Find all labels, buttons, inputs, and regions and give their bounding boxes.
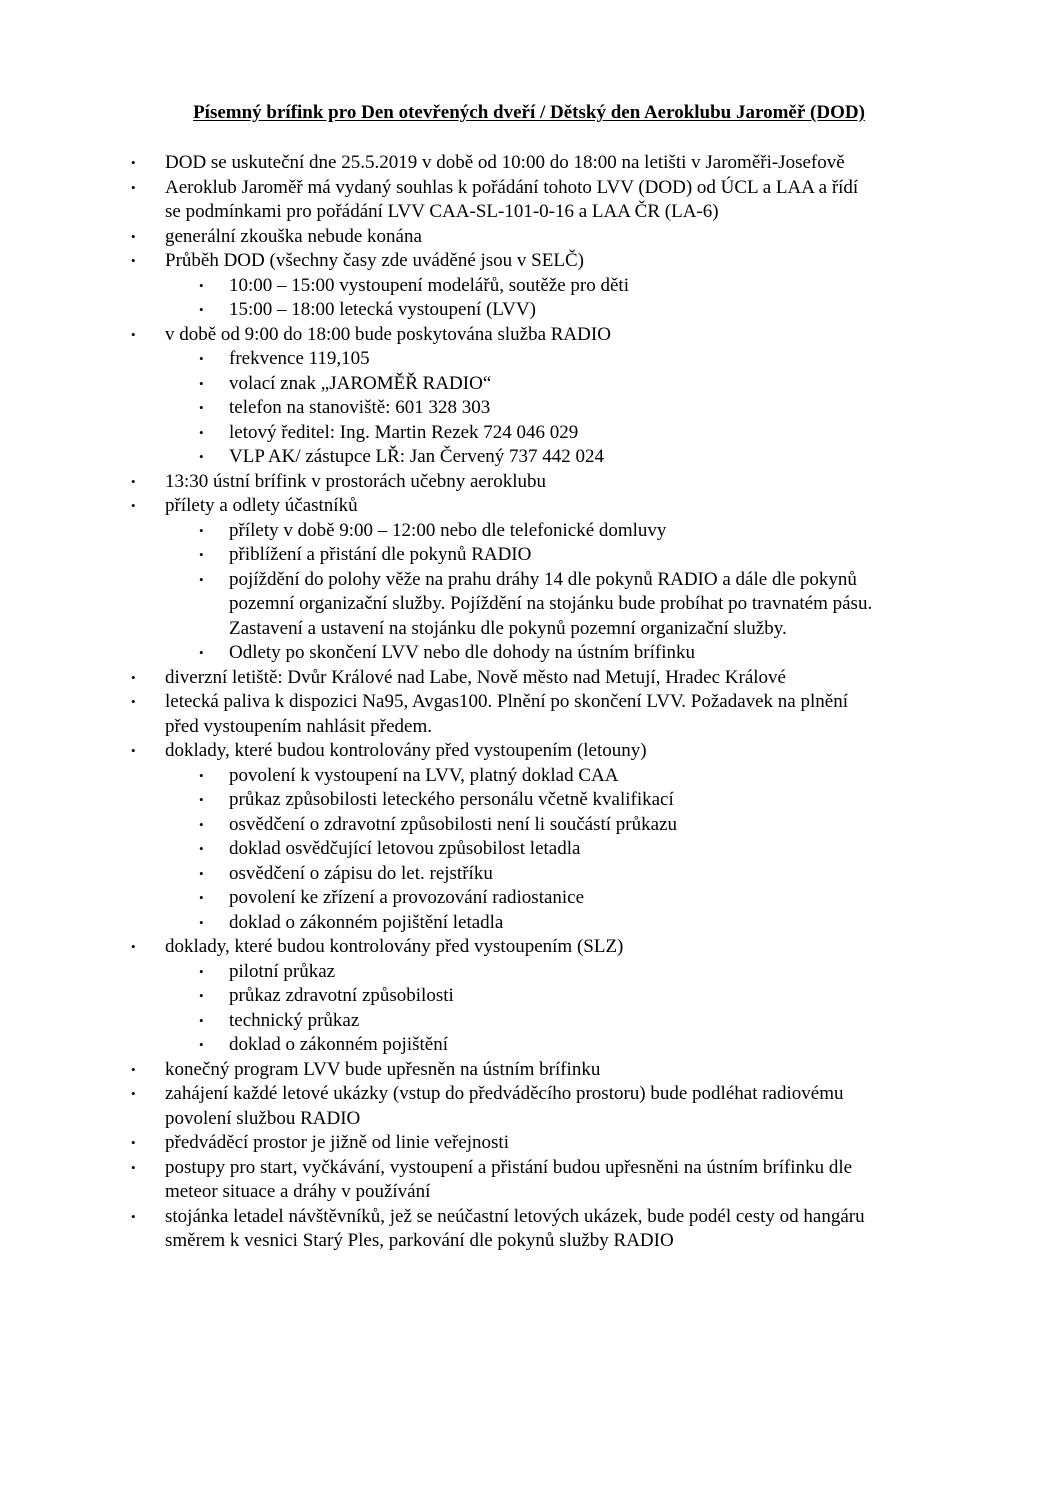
sub-list-item xyxy=(0,837,1058,862)
bullet-icon: • xyxy=(131,743,136,758)
list-item-text: přílety a odlety účastníků xyxy=(165,495,358,516)
list-item-text: povolení ke zřízení a provozování radiostanice xyxy=(229,887,585,908)
list-item-text: diverzní letiště: Dvůr Králové nad Labe, Nově město nad Metují, Hradec Králové xyxy=(165,666,786,688)
bullet-icon: • xyxy=(199,571,204,587)
bullet-icon: • xyxy=(131,939,136,954)
list-item xyxy=(0,225,1058,250)
bullet-icon: • xyxy=(199,424,204,440)
sub-list-item xyxy=(0,298,1058,323)
bullet-icon: • xyxy=(131,669,136,685)
bullet-icon: • xyxy=(199,645,204,660)
list-item-text: Odlety po skončení LVV nebo dle dohody na ústním brífinku xyxy=(229,642,695,663)
list-item-text: DOD se uskuteční dne 25.5.2019 v době od 10:00 do 18:00 na letišti v Jaroměři-Josefově xyxy=(165,152,845,173)
sub-list-item xyxy=(0,1009,1058,1034)
list-item xyxy=(0,1107,1058,1132)
briefing-list xyxy=(0,151,1058,1254)
list-item xyxy=(0,1156,1058,1181)
list-item-text: telefon na stanoviště: 601 328 303 xyxy=(229,397,491,418)
sub-list-item xyxy=(0,396,1058,421)
list-item-text: pozemní organizační služby. Pojíždění na stojánku bude probíhat po travnatém pásu. xyxy=(229,593,873,614)
list-item xyxy=(0,151,1058,176)
list-item-text: doklad o zákonném pojištění letadla xyxy=(229,911,504,933)
sub-list-item xyxy=(0,960,1058,985)
sub-list-item xyxy=(0,568,1058,593)
bullet-icon: • xyxy=(131,179,136,195)
list-item xyxy=(0,690,1058,715)
sub-list-item xyxy=(0,519,1058,544)
list-item-text: povolení k vystoupení na LVV, platný doklad CAA xyxy=(229,764,619,786)
sub-list-item xyxy=(0,886,1058,911)
list-item xyxy=(0,1180,1058,1205)
list-item-text: před vystoupením nahlásit předem. xyxy=(165,715,432,737)
bullet-icon: • xyxy=(199,988,204,1003)
list-item-text: osvědčení o zápisu do let. rejstříku xyxy=(229,862,493,884)
sub-list-item xyxy=(0,543,1058,568)
list-item-text: 15:00 – 18:00 letecká vystoupení (LVV) xyxy=(229,299,536,320)
bullet-icon: • xyxy=(199,841,204,856)
sub-list-item xyxy=(0,445,1058,470)
sub-list-item xyxy=(0,421,1058,446)
bullet-icon: • xyxy=(131,694,136,709)
list-item-text: letecká paliva k dispozici Na95, Avgas100. Plnění po skončení LVV. Požadavek na plnění xyxy=(165,691,848,712)
bullet-icon: • xyxy=(131,1061,136,1077)
bullet-icon: • xyxy=(199,277,204,293)
list-item xyxy=(0,1082,1058,1107)
sub-list-item xyxy=(0,372,1058,397)
sub-list-item xyxy=(0,347,1058,372)
list-item xyxy=(0,1058,1058,1083)
list-item xyxy=(0,1131,1058,1156)
sub-list-item xyxy=(0,641,1058,666)
list-item-text: meteor situace a dráhy v používání xyxy=(165,1181,431,1202)
list-item xyxy=(0,200,1058,225)
sub-list-item xyxy=(0,1033,1058,1058)
list-item xyxy=(0,1229,1058,1254)
bullet-icon: • xyxy=(131,1135,136,1150)
bullet-icon: • xyxy=(199,963,204,979)
list-item xyxy=(0,249,1058,274)
bullet-icon: • xyxy=(199,302,204,317)
list-item-text: generální zkouška nebude konána xyxy=(165,225,422,247)
list-item-text: doklad o zákonném pojištění xyxy=(229,1034,448,1055)
list-item xyxy=(0,935,1058,960)
list-item xyxy=(0,323,1058,348)
bullet-icon: • xyxy=(199,890,204,905)
bullet-icon: • xyxy=(199,792,204,807)
sub-list-item xyxy=(0,617,1058,642)
bullet-icon: • xyxy=(199,816,204,832)
document-title: Písemný brífink pro Den otevřených dveří / Dětský den Aeroklubu Jaroměř (DOD) xyxy=(193,102,865,123)
bullet-icon: • xyxy=(199,400,204,415)
list-item-text: technický průkaz xyxy=(229,1009,360,1031)
list-item-text: doklady, které budou kontrolovány před vystoupením (letouny) xyxy=(165,740,647,761)
list-item-text: zahájení každé letové ukázky (vstup do předváděcího prostoru) bude podléhat radiovému xyxy=(165,1083,844,1104)
list-item-text: 13:30 ústní brífink v prostorách učebny aeroklubu xyxy=(165,470,546,492)
bullet-icon: • xyxy=(199,375,204,391)
list-item-text: přílety v době 9:00 – 12:00 nebo dle telefonické domluvy xyxy=(229,519,667,541)
bullet-icon: • xyxy=(131,228,136,244)
list-item-text: Zastavení a ustavení na stojánku dle pokynů pozemní organizační služby. xyxy=(229,617,787,639)
bullet-icon: • xyxy=(131,498,136,513)
list-item-text: průkaz zdravotní způsobilosti xyxy=(229,985,454,1006)
list-item-text: přiblížení a přistání dle pokynů RADIO xyxy=(229,544,532,565)
sub-list-item xyxy=(0,274,1058,299)
list-item-text: volací znak „JAROMĚŘ RADIO“ xyxy=(229,372,492,394)
list-item-text: pilotní průkaz xyxy=(229,960,336,982)
list-item xyxy=(0,176,1058,201)
list-item-text: doklad osvědčující letovou způsobilost letadla xyxy=(229,838,581,859)
bullet-icon: • xyxy=(131,1208,136,1224)
bullet-icon: • xyxy=(199,449,204,464)
list-item-text: konečný program LVV bude upřesněn na ústním brífinku xyxy=(165,1058,601,1080)
list-item-text: frekvence 119,105 xyxy=(229,348,370,369)
sub-list-item xyxy=(0,592,1058,617)
list-item-text: postupy pro start, vyčkávání, vystoupení a přistání budou upřesněni na ústním brífinku dle xyxy=(165,1156,853,1178)
bullet-icon: • xyxy=(199,351,204,366)
list-item xyxy=(0,739,1058,764)
sub-list-item xyxy=(0,813,1058,838)
bullet-icon: • xyxy=(199,767,204,783)
list-item-text: předváděcí prostor je jižně od linie veřejnosti xyxy=(165,1132,509,1153)
bullet-icon: • xyxy=(131,326,136,342)
bullet-icon: • xyxy=(199,522,204,538)
list-item-text: v době od 9:00 do 18:00 bude poskytována služba RADIO xyxy=(165,323,611,345)
list-item xyxy=(0,666,1058,691)
list-item xyxy=(0,494,1058,519)
bullet-icon: • xyxy=(199,547,204,562)
bullet-icon: • xyxy=(199,1012,204,1028)
list-item xyxy=(0,1205,1058,1230)
bullet-icon: • xyxy=(199,914,204,930)
list-item-text: osvědčení o zdravotní způsobilosti není li součástí průkazu xyxy=(229,813,677,835)
list-item-text: povolení službou RADIO xyxy=(165,1107,361,1129)
bullet-icon: • xyxy=(131,1086,136,1101)
list-item-text: VLP AK/ zástupce LŘ: Jan Červený 737 442 024 xyxy=(229,446,605,467)
bullet-icon: • xyxy=(131,253,136,268)
list-item-text: směrem k vesnici Starý Ples, parkování dle pokynů služby RADIO xyxy=(165,1230,674,1251)
list-item-text: pojíždění do polohy věže na prahu dráhy 14 dle pokynů RADIO a dále dle pokynů xyxy=(229,568,857,590)
sub-list-item xyxy=(0,764,1058,789)
list-item-text: průkaz způsobilosti leteckého personálu včetně kvalifikací xyxy=(229,789,674,810)
bullet-icon: • xyxy=(131,1159,136,1175)
sub-list-item xyxy=(0,911,1058,936)
bullet-icon: • xyxy=(199,1037,204,1052)
bullet-icon: • xyxy=(199,865,204,881)
list-item-text: Průběh DOD (všechny časy zde uváděné jsou v SELČ) xyxy=(165,250,584,271)
bullet-icon: • xyxy=(131,473,136,489)
sub-list-item xyxy=(0,862,1058,887)
list-item xyxy=(0,715,1058,740)
list-item xyxy=(0,470,1058,495)
list-item-text: doklady, které budou kontrolovány před vystoupením (SLZ) xyxy=(165,936,624,957)
list-item-text: stojánka letadel návštěvníků, jež se neúčastní letových ukázek, bude podél cesty od hangáru xyxy=(165,1205,865,1227)
sub-list-item xyxy=(0,984,1058,1009)
bullet-icon: • xyxy=(131,155,136,170)
list-item-text: 10:00 – 15:00 vystoupení modelářů, soutěže pro děti xyxy=(229,274,629,296)
list-item-text: se podmínkami pro pořádání LVV CAA-SL-101-0-16 a LAA ČR (LA-6) xyxy=(165,201,719,222)
sub-list-item xyxy=(0,788,1058,813)
list-item-text: Aeroklub Jaroměř má vydaný souhlas k pořádání tohoto LVV (DOD) od ÚCL a LAA a řídí xyxy=(165,176,859,198)
list-item-text: letový ředitel: Ing. Martin Rezek 724 046 029 xyxy=(229,421,579,443)
